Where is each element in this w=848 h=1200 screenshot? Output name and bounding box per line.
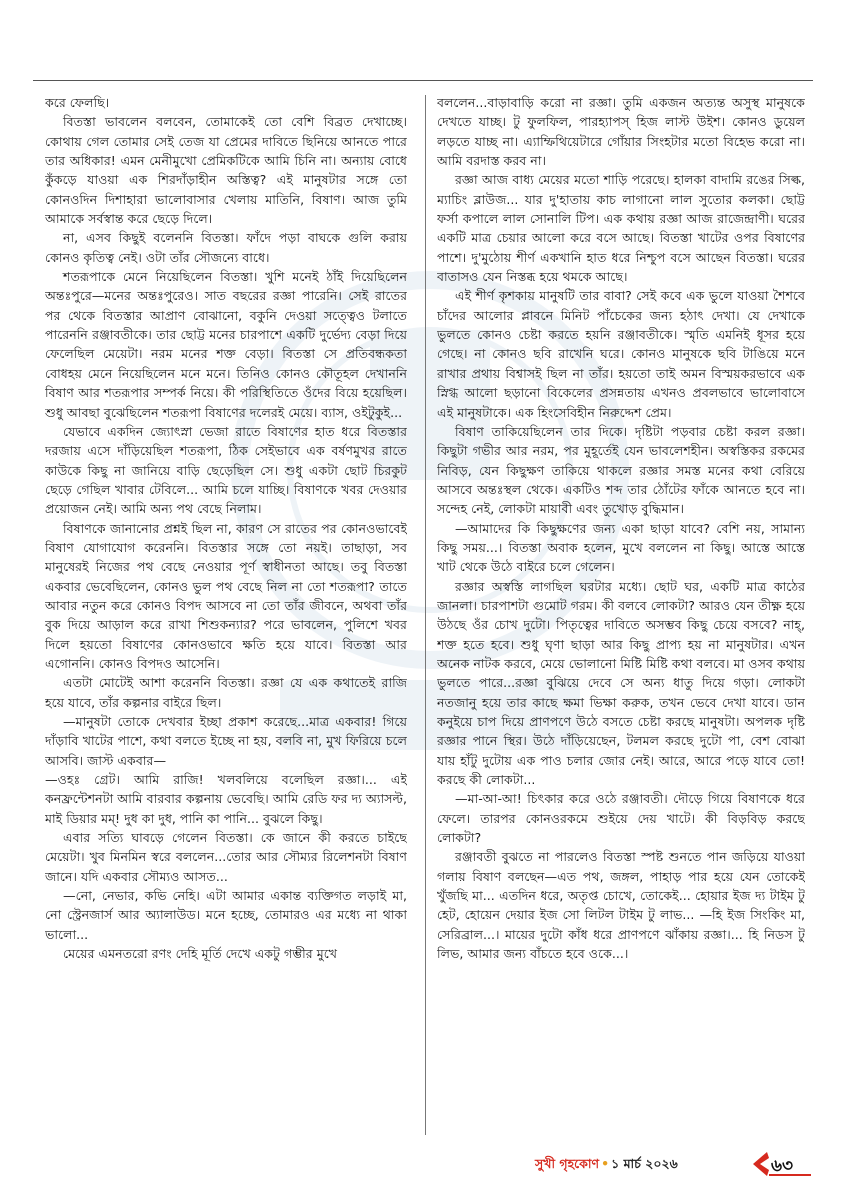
top-rule bbox=[33, 80, 813, 81]
page-footer bbox=[535, 1150, 815, 1180]
column-divider bbox=[425, 95, 426, 1135]
paragraph: —মানুষটা তোকে দেখবার ইচ্ছা প্রকাশ করেছে...মাত্র একবার! গিয়ে দাঁড়াবি খাটের পাশে, কথা বলতে ইচ্ছে না হয়, বলবি না, মুখ ফিরিয়ে চলে আসবি। জাস্ট একবার— bbox=[45, 714, 407, 768]
right-column bbox=[437, 93, 805, 1138]
left-column bbox=[45, 93, 407, 1138]
issue-date: ১ মার্চ ২০২৬ bbox=[611, 1156, 678, 1171]
paragraph: করে ফেলছি। bbox=[45, 95, 110, 110]
paragraph: যেভাবে একদিন জ্যোৎস্না ভেজা রাতে বিষাণের হাত ধরে বিতস্তার দরজায় এসে দাঁড়িয়েছিল শতরূপা, ঠিক সেইভাবে এক বর্ষণমুখর রাতে কাউকে কিছু না জানিয়ে বাড়ি ছেড়েছিল সে। শুধু একটা ছোট চিরকুট ছেড়ে গেছিল খাবার টেবিলে... আমি চলে যাচ্ছি। বিষাণকে খবর দেওয়ার প্রয়োজন নেই। আমি অন্য পথ বেছে নিলাম। bbox=[45, 423, 407, 517]
paragraph: —নো, নেভার, কভি নেহি। এটা আমার একান্ত ব্যক্তিগত লড়াই মা, নো স্ট্রেনজার্স আর অ্যালাউড। মনে হচ্ছে, তোমারও এর মধ্যে না থাকা ভালো... bbox=[45, 888, 407, 942]
publication-name: সুখী গৃহকোণ bbox=[535, 1156, 600, 1171]
page-number-badge bbox=[751, 1150, 813, 1178]
footer-bullet: • bbox=[601, 1156, 610, 1171]
paragraph: বিষাণ তাকিয়েছিলেন তার দিকে। দৃষ্টিটা পড়বার চেষ্টা করল রজ্ঞা। কিছুটা গভীর আর নরম, পর মুহূর্তেই যেন ভাবলেশহীন। অস্বস্তিকর রকমের নিবিড়, যেন কিছুক্ষণ তাকিয়ে থাকলে রজ্ঞার সমস্ত মনের কথা বেরিয়ে আসবে অন্তঃস্থল থেকে। একটিও শব্দ তার ঠোঁটের ফাঁকে আনতে হবে না। সন্দেহ নেই, লোকটা মায়াবী এবং তুখোড় বুদ্ধিমান। bbox=[437, 423, 805, 517]
paragraph: এবার সত্যি ঘাবড়ে গেলেন বিতস্তা। কে জানে কী করতে চাইছে মেয়েটা। খুব মিনমিন স্বরে বললেন...তোর আর সৌম্যর রিলেশনটা বিষাণ জানে। যদি একবার সৌম্যও আসত... bbox=[45, 830, 407, 884]
paragraph: —আমাদের কি কিছুক্ষণের জন্য একা ছাড়া যাবে? বেশি নয়, সামান্য কিছু সময়...। বিতস্তা অবাক হলেন, মুখে বললেন না কিছু। আস্তে আস্তে খাট থেকে উঠে বাইরে চলে গেলেন। bbox=[437, 520, 805, 575]
paragraph: —ওহঃ গ্রেট। আমি রাজি! খলবলিয়ে বলেছিল রজ্ঞা।... এই কনফ্রন্টেশনটা আমি বারবার কল্পনায় ভেবেছি। আমি রেডি ফর দ্য অ্যাসল্ট, মাই ডিয়ার মম্‌! দুধ কা দুধ, পানি কা পানি... বুঝলে কিছু। bbox=[45, 772, 407, 826]
page-number: ৬৩ bbox=[771, 1156, 794, 1176]
paragraph: —মা-আ-আ! চিৎকার করে ওঠে রঞ্জাবতী। দৌড়ে গিয়ে বিষাণকে ধরে ফেলে। তারপর কোনওরকমে শুইয়ে দেয় খাটে। কী বিড়বিড় করছে লোকটা? bbox=[437, 791, 805, 846]
paragraph: মেয়ের এমনতরো রণং দেহি মূর্তি দেখে একটু গম্ভীর মুখে bbox=[63, 946, 338, 962]
paragraph: রজ্ঞা আজ বাধ্য মেয়ের মতো শাড়ি পরেছে। হালকা বাদামি রঙের সিল্ক, ম্যাচিং ব্লাউজ... যার দু'হাতায় কাচ লাগানো লাল সুতোর কলকা। ছোট্ট ফর্সা কপালে লাল সোনালি টিপ। এক কথায় রজ্ঞা আজ রাজেন্দ্রাণী। ঘরের একটি মাত্র চেয়ার আলো করে বসে আছে। বিতস্তা খাটের ওপর বিষাণের পাশে। দু'মুঠোয় শীর্ণ একখানি হাত ধরে নিশ্চুপ বসে আছেন বিতস্তা। ঘরের বাতাসও যেন নিস্তব্ধ হয়ে থমকে আছে। bbox=[437, 172, 805, 285]
footer-credit bbox=[535, 1156, 678, 1176]
paragraph: বিতস্তা ভাবলেন বলবেন, তোমাকেই তো বেশি বিব্রত দেখাচ্ছে। কোথায় গেল তোমার সেই তেজ যা প্রেমের দাবিতে ছিনিয়ে আনতে পারে তার অধিকার! এমন মেনীমুখো প্রেমিকটিকে আমি চিনি না। অন্যায় বোধে কুঁকড়ে যাওয়া এক শিরদাঁড়াহীন অস্তিত্ব? এই মানুষটার সঙ্গে তো কোনওদিন দিশাহারা ভালোবাসার খেলায় মাতিনি, বিষাণ। আজ তুমি আমাকে সর্বস্বান্ত করে ছেড়ে দিলে। bbox=[45, 114, 407, 227]
paragraph: বললেন...বাড়াবাড়ি করো না রজ্ঞা। তুমি একজন অত্যন্ত অসুস্থ মানুষকে দেখতে যাচ্ছ। টু ফুলফিল, পারহ্যাপস্‌ হিজ লাস্ট উইশ। কোনও ডুয়েল লড়তে যাচ্ছ না। এ্যাম্ফিথিয়েটারে গোঁয়ার সিংহটার মতো বিহেভ করো না। আমি বরদাস্ত করব না। bbox=[437, 95, 805, 169]
paragraph: রজ্ঞার অস্বস্তি লাগছিল ঘরটার মধ্যে। ছোট ঘর, একটি মাত্র কাঠের জানলা। চারপাশটা গুমোট গরম। কী বলবে লোকটা? আরও যেন তীক্ষ্ণ হয়ে উঠছে ওঁর চোখ দুটো। পিতৃত্বের দাবিতে অসম্ভব কিছু চেয়ে বসবে? নাহ্‌, শক্ত হতে হবে। শুধু ঘৃণা ছাড়া আর কিছু প্রাপ্য হয় না মানুষটার। এখন অনেক নাটক করবে, মেয়ে ভোলানো মিষ্টি মিষ্টি কথা বলবে। মা ওসব কথায় ভুলতে পারে...রজ্ঞা বুঝিয়ে দেবে সে অন্য ধাতু দিয়ে গড়া। লোকটা নতজানু হয়ে তার কাছে ক্ষমা ভিক্ষা করুক, তখন ভেবে দেখা যাবে। ডান কনুইয়ে চাপ দিয়ে প্রাণপণে উঠে বসতে চেষ্টা করছে মানুষটা। অপলক দৃষ্টি রজ্ঞার পানে স্থির। উঠে দাঁড়িয়েছেন, টলমল করছে দুটো পা, বেশ বোঝা যায় হাঁটু দুটোয় এক পাও চলার জোর নেই। আরে, আরে পড়ে যাবে তো! করছে কী লোকটা... bbox=[437, 578, 805, 788]
paragraph: না, এসব কিছুই বলেননি বিতস্তা। ফাঁদে পড়া বাঘকে গুলি করায় কোনও কৃতিত্ব নেই। ওটা তাঁর সৌজন্যে বাধে। bbox=[45, 230, 407, 265]
paragraph: শতরূপাকে মেনে নিয়েছিলেন বিতস্তা। খুশি মনেই ঠাঁই দিয়েছিলেন অন্তঃপুরে—মনের অন্তঃপুরেও। সাত বছরের রজ্ঞা পারেনি। সেই রাতের পর থেকে বিতস্তার আপ্রাণ বোঝানো, বকুনি দেওয়া সত্ত্বেও টলাতে পারেননি রঞ্জাবতীকে। তার ছোট্ট মনের চারপাশে একটি দুর্ভেদ্য বেড়া দিয়ে ফেলেছিল মেয়েটা। নরম মনের শক্ত বেড়া। বিতস্তা সে প্রতিবন্ধকতা বোধহয় মেনে নিয়েছিলেন মনে মনে। তিনিও কোনও কৌতূহল দেখাননি বিষাণ আর শতরূপার সম্পর্ক নিয়ে। কী পরিস্থিতিতে ওঁদের বিয়ে হয়েছিল। শুধু আবছা বুঝেছিলেন শতরূপা বিষাণের দলেরই মেয়ে। ব্যাস, ওইটুকুই... bbox=[45, 269, 407, 420]
paragraph: বিষাণকে জানানোর প্রশ্নই ছিল না, কারণ সে রাতের পর কোনওভাবেই বিষাণ যোগাযোগ করেননি। বিতস্তার সঙ্গে তো নয়ই। তাছাড়া, সব মানুষেরই নিজের পথ বেছে নেওয়ার পূর্ণ স্বাধীনতা আছে। তবু বিতস্তা একবার ভেবেছিলেন, কোনও ভুল পথ বেছে নিল না তো শতরূপা? তাতে আবার নতুন করে কোনও বিপদ আসবে না তো তাঁর জীবনে, অথবা তাঁর বুক দিয়ে আড়াল করে রাখা শিশুকন্যার? পরে ভাবলেন, পুলিশে খবর দিলে হয়তো বিষাণের কোনওভাবে ক্ষতি হয়ে যাবে। বিতস্তা আর এগোননি। কোনও বিপদও আসেনি। bbox=[45, 520, 407, 671]
paragraph: এই শীর্ণ কৃশকায় মানুষটি তার বাবা? সেই কবে এক ভুলে যাওয়া শৈশবে চাঁদের আলোর প্লাবনে মিনিট পাঁচেকের জন্য হঠাৎ দেখা। যে দেখাকে ভুলতে কোনও চেষ্টা করতে হয়নি রঞ্জাবতীকে। স্মৃতি এমনিই ধূসর হয়ে গেছে। না কোনও ছবি রাখেনি ঘরে। কোনও মানুষকে ছবি টাঙিয়ে মনে রাখার প্রথায় বিশ্বাসই ছিল না তাঁর। হয়তো তাই অমন বিস্ময়করভাবে এক স্নিগ্ধ আলো ছড়ানো বিকেলের প্রসন্নতায় এখনও প্রবলভাবে ভালোবাসে এই মানুষটাকে। এক হিংসেবিহীন নিরুদ্দেশ প্রেম। bbox=[437, 288, 805, 420]
paragraph: রঞ্জাবতী বুঝতে না পারলেও বিতস্তা স্পষ্ট শুনতে পান জড়িয়ে যাওয়া গলায় বিষাণ বলছেন—এত পথ, জঙ্গল, পাহাড় পার হয়ে যেন তোকেই খুঁজছি মা... এতদিন ধরে, অতৃপ্ত চোখে, তোকেই... হোয়ার ইজ দ্য টাইম টু হেট, হোয়েন দেয়ার ইজ সো লিটল টাইম টু লাভ... —হি ইজ সিংকিং মা, সেরিব্রাল...। মায়ের দুটো কাঁধ ধরে প্রাণপণে ঝাঁকায় রজ্ঞা।... হি নিডস টু লিভ, আমার জন্য বাঁচতে হবে ওকে...। bbox=[437, 849, 805, 962]
paragraph: এতটা মোটেই আশা করেননি বিতস্তা। রজ্ঞা যে এক কথাতেই রাজি হয়ে যাবে, তাঁর কল্পনার বাইরে ছিল। bbox=[45, 675, 407, 710]
